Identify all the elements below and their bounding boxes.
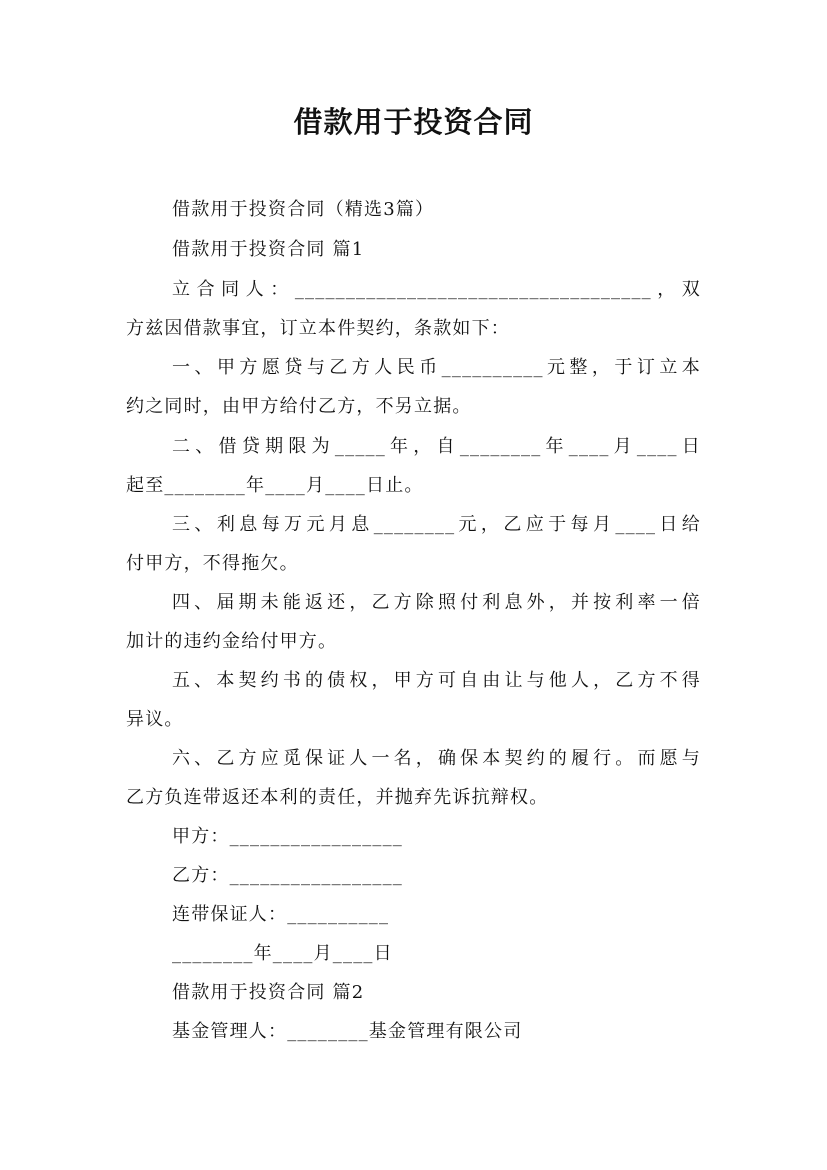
- clause-5-line-1: 五、本契约书的债权，甲方可自由让与他人，乙方不得: [172, 670, 701, 691]
- clause-6-line-1: 六、乙方应觅保证人一名，确保本契约的履行。而愿与: [172, 748, 701, 769]
- section-heading-2: 借款用于投资合同 篇2: [172, 982, 365, 1003]
- clause-2-line-2: 起至________年____月____日止。: [126, 475, 424, 496]
- intro-line: 方兹因借款事宜，订立本件契约，条款如下：: [126, 318, 510, 339]
- party-a-signature-line: 甲方：_________________: [172, 826, 403, 847]
- clause-6-line-2: 乙方负连带返还本利的责任，并抛弃先诉抗辩权。: [126, 787, 549, 808]
- clause-1-line-2: 约之同时，由甲方给付乙方，不另立据。: [126, 396, 472, 417]
- clause-1-line-1: 一、甲方愿贷与乙方人民币__________元整，于订立本: [172, 357, 701, 378]
- party-b-signature-line: 乙方：_________________: [172, 865, 403, 886]
- clause-2-line-1: 二、借贷期限为_____年，自________年____月____日: [172, 436, 701, 457]
- clause-3-line-1: 三、利息每万元月息________元，乙应于每月____日给: [172, 514, 701, 535]
- clause-4-line-2: 加计的违约金给付甲方。: [126, 631, 338, 652]
- contract-party-line: 立合同人：___________________________________，双: [172, 279, 701, 300]
- guarantor-signature-line: 连带保证人：__________: [172, 904, 390, 925]
- clause-4-line-1: 四、届期未能返还，乙方除照付利息外，并按利率一倍: [172, 592, 701, 613]
- clause-3-line-2: 付甲方，不得拖欠。: [126, 553, 299, 574]
- document-title: 借款用于投资合同: [293, 105, 534, 139]
- fund-manager-line: 基金管理人：________基金管理有限公司: [172, 1021, 523, 1042]
- date-line: ________年____月____日: [172, 943, 393, 964]
- section-heading-1: 借款用于投资合同 篇1: [172, 239, 365, 260]
- subtitle-line: 借款用于投资合同（精选3篇）: [172, 199, 435, 220]
- clause-5-line-2: 异议。: [126, 709, 184, 730]
